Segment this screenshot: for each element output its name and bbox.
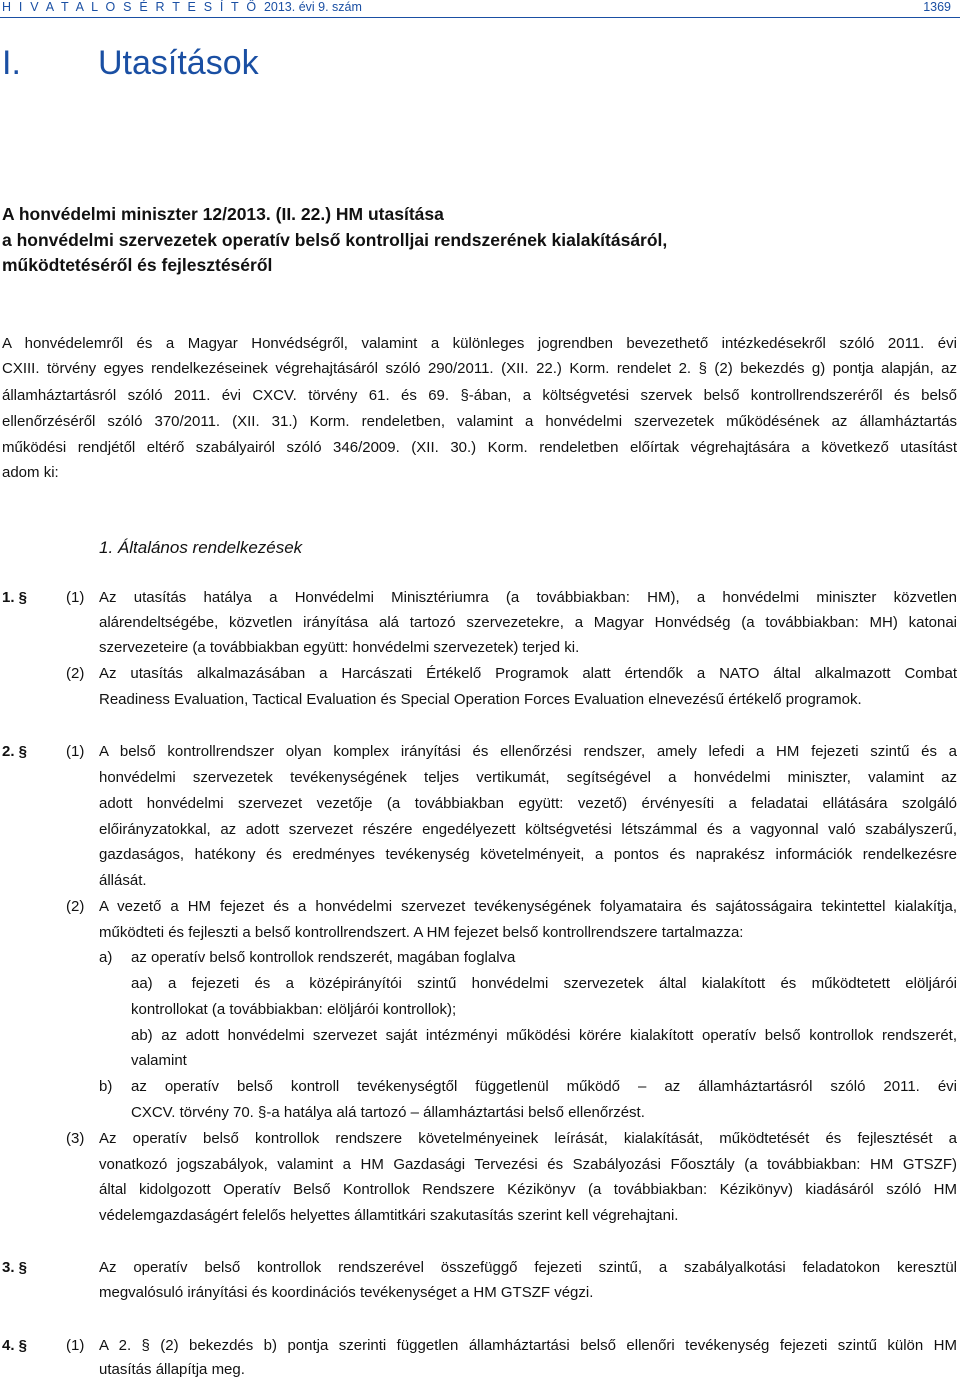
paragraph-line: Az operatív belső kontrollok rendszere követelményeinek leírását, kialakítását, működtetését és fejlesztését a (99, 1130, 957, 1147)
preamble-line: működési rendjétől eltérő szabályairól szóló 346/2009. (XII. 30.) Korm. rendeletben előírtak végrehajtására a következő utasítást (2, 439, 957, 456)
paragraph-number: (1) (66, 1337, 85, 1354)
page-number: 1369 (923, 0, 951, 14)
chapter-title-text: Utasítások (98, 44, 259, 82)
paragraph-line: honvédelmi szervezetek tevékenységének teljes vertikumát, segítségével a honvédelmi miniszter, valamint az (99, 769, 957, 786)
paragraph-number: (1) (66, 589, 85, 606)
paragraph-line: szervezeteire (a továbbiakban együtt: honvédelmi szervezetek) terjed ki. (99, 639, 580, 656)
paragraph-number: (3) (66, 1130, 85, 1147)
document-title-line: a honvédelmi szervezetek operatív belső kontrolljai rendszerének kialakításáról, (2, 230, 668, 250)
subpoint-line: kontrollokat (a továbbiakban: elöljárói kontrollok); (131, 1001, 457, 1018)
paragraph-line: A 2. § (2) bekezdés b) pontja szerinti független államháztartási belső ellenőri tevékenység fejezeti szintű külön HM (99, 1337, 957, 1354)
paragraph-line: állását. (99, 872, 147, 889)
paragraph-line: alárendeltségébe, közvetlen irányítása alá tartozó szervezetekre, a Magyar Honvédség (a továbbiakban: MH) katonai (99, 614, 957, 631)
paragraph-line: Az utasítás hatálya a Honvédelmi Minisztériumra (a továbbiakban: HM), a honvédelmi miniszter közvetlen (99, 589, 957, 606)
paragraph-line: által kidolgozott Operatív Belső Kontrollok Rendszere Kézikönyv (a továbbiakban: Kézikönyv) kiadásáról szóló HM (99, 1181, 957, 1198)
section-number: 4. § (2, 1337, 28, 1354)
paragraph-line: utasítás állapítja meg. (99, 1361, 245, 1378)
preamble-line: államháztartásról szóló 2011. évi CXCV. törvény 61. és 69. §-ában, a költségvetési szervek belső kontrollrendszeréről és belső (2, 387, 957, 404)
paragraph-line: Readiness Evaluation, Tactical Evaluation és Special Operation Forces Evaluation elnevezésű értékelő programok. (99, 691, 862, 708)
preamble-line: ellenőrzéséről szóló 370/2011. (XII. 31.) Korm. rendeletben, valamint a honvédelmi szervezetek működésének az államháztartás (2, 413, 957, 430)
paragraph-line: előirányzatokkal, az adott szervezet részére engedélyezett költségvetési létszámmal és a vagyonnal való szabályszerű, (99, 821, 957, 838)
section-number: 2. § (2, 743, 28, 760)
running-header (0, 0, 960, 14)
issue-label: 2013. évi 9. szám (263, 0, 362, 14)
paragraph-line: Az operatív belső kontrollok rendszerével összefüggő fejezeti szintű, a szabályalkotási feladatokon keresztül (99, 1259, 957, 1276)
subpoint-line: aa) a fejezeti és a középirányítói szintű honvédelmi szervezetek által kialakított és működtetett elöljárói (131, 975, 957, 992)
document-title-line: A honvédelmi miniszter 12/2013. (II. 22.) HM utasítása (2, 204, 444, 224)
paragraph-number: (1) (66, 743, 85, 760)
point-line: az operatív belső kontroll tevékenységtől függetlenül működő – az államháztartásról szóló 2011. évi (131, 1078, 957, 1095)
preamble-line: CXIII. törvény egyes rendelkezéseinek végrehajtásáról szóló 290/2011. (XII. 22.) Korm. rendelet 2. § (2) bekezdés g) pontja alapján, az (2, 360, 957, 377)
point-line: CXCV. törvény 70. §-a hatálya alá tartozó – államháztartási belső ellenőrzést. (131, 1104, 645, 1121)
document-title-line: működtetéséről és fejlesztéséről (2, 255, 273, 275)
paragraph-line: Az utasítás alkalmazásában a Harcászati Értékelő Programok alatt értendők a NATO által alkalmazott Combat (99, 665, 957, 682)
section-number: 3. § (2, 1259, 28, 1276)
point-letter: a) (99, 949, 113, 966)
paragraph-line: működteti és fejleszti a belső kontrollrendszert. A HM fejezet belső kontrollrendszere tartalmazza: (99, 924, 744, 941)
paragraph-number: (2) (66, 665, 85, 682)
chapter-number: I. (2, 44, 21, 82)
point-letter: b) (99, 1078, 113, 1095)
header-rule (0, 17, 960, 18)
paragraph-line: gazdaságos, hatékony és eredményes tevékenység követelményeit, a pontos és naprakész információk rendelkezésre (99, 846, 957, 863)
preamble-line: A honvédelemről és a Magyar Honvédségről, valamint a különleges jogrendben bevezethető intézkedésekről szóló 2011. évi (2, 335, 957, 352)
preamble-line: adom ki: (2, 464, 59, 481)
paragraph-number: (2) (66, 898, 85, 915)
subpoint-line: valamint (131, 1052, 187, 1069)
paragraph-line: A vezető a HM fejezet és a honvédelmi szervezet tevékenységének folyamataira és sajátosságaira tekintettel kialakítja, (99, 898, 957, 915)
paragraph-line: A belső kontrollrendszer olyan komplex irányítási és ellenőrzési rendszer, amely lefedi a HM fejezeti szintű és a (99, 743, 957, 760)
paragraph-line: adott honvédelmi szervezet vezetője (a továbbiakban együtt: vezető) érvényesíti a feladatai ellátására szolgáló (99, 795, 957, 812)
paragraph-line: vonatkozó jogszabályok, valamint a HM Gazdasági Tervezési és Szabályozási Főosztály (a továbbiakban: HM GTSZF) (99, 1156, 957, 1173)
paragraph-line: védelemgazdaságért felelős helyettes államtitkári szakutasítás szerint kell végrehajtani. (99, 1207, 679, 1224)
section-heading: 1. Általános rendelkezések (99, 538, 303, 557)
point-line: az operatív belső kontrollok rendszerét, magában foglalva (131, 949, 516, 966)
publication-name: H I V A T A L O S É R T E S Í T Ő 2013. évi 9. szám (2, 0, 362, 14)
subpoint-line: ab) az adott honvédelmi szervezet saját intézményi működési körére kialakított operatív belső kontrollok rendszerét, (131, 1027, 957, 1044)
paragraph-line: megvalósuló irányítási és koordinációs tevékenységet a HM GTSZF végzi. (99, 1284, 594, 1301)
section-number: 1. § (2, 589, 28, 606)
